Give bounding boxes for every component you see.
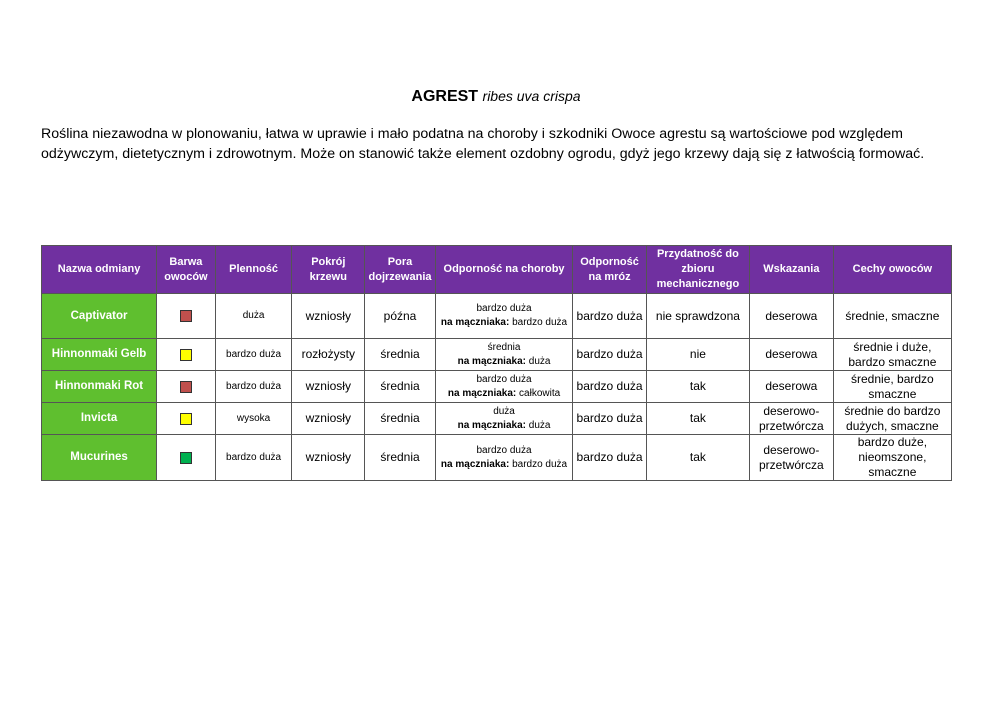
title-main: AGREST bbox=[411, 88, 479, 105]
fruit-color-swatch bbox=[180, 381, 192, 393]
disease-resistance-general: duża bbox=[493, 405, 515, 417]
disease-resistance-general: bardzo duża bbox=[476, 303, 532, 314]
col-header-color: Barwa owoców bbox=[157, 246, 216, 294]
mechanical-harvest-cell: tak bbox=[646, 371, 749, 403]
table-header-row bbox=[42, 246, 952, 294]
fruit-color-swatch bbox=[180, 452, 192, 464]
habit-cell: wzniosły bbox=[292, 435, 365, 481]
table-row bbox=[42, 294, 952, 339]
disease-resistance-cell bbox=[435, 435, 572, 481]
frost-resistance-cell: bardzo duża bbox=[573, 294, 647, 339]
mildew-resistance: całkowita bbox=[519, 387, 561, 399]
mildew-resistance: duża bbox=[528, 419, 551, 431]
mildew-resistance: bardzo duża bbox=[512, 458, 568, 470]
col-header-mechanical-harvest: Przydatność do zbioru mechanicznego bbox=[646, 246, 749, 294]
variety-name: Hinnonmaki Rot bbox=[42, 371, 157, 403]
frost-resistance-cell: bardzo duża bbox=[573, 371, 647, 403]
ripening-cell: średnia bbox=[365, 435, 436, 481]
yield-cell: duża bbox=[215, 294, 292, 339]
usage-cell: deserowa bbox=[749, 294, 833, 339]
table-row bbox=[42, 435, 952, 481]
habit-cell: wzniosły bbox=[292, 371, 365, 403]
frost-resistance-cell: bardzo duża bbox=[573, 403, 647, 435]
disease-resistance-general: bardzo duża bbox=[476, 373, 532, 385]
yield-cell: bardzo duża bbox=[215, 371, 292, 403]
mildew-resistance: duża bbox=[528, 355, 551, 367]
disease-resistance-cell bbox=[435, 403, 572, 435]
fruit-color-swatch bbox=[180, 310, 192, 322]
fruit-color-swatch bbox=[180, 413, 192, 425]
col-header-habit: Pokrój krzewu bbox=[292, 246, 365, 294]
varieties-table bbox=[41, 245, 952, 481]
fruit-features-cell: średnie, smaczne bbox=[833, 294, 951, 339]
table-row bbox=[42, 339, 952, 371]
usage-cell: deserowa bbox=[749, 371, 833, 403]
table-row bbox=[42, 371, 952, 403]
fruit-color-cell bbox=[157, 339, 216, 371]
fruit-features-cell: bardzo duże, nieomszone, smaczne bbox=[833, 435, 951, 481]
ripening-cell: średnia bbox=[365, 339, 436, 371]
yield-cell: wysoka bbox=[215, 403, 292, 435]
fruit-features-cell: średnie do bardzo dużych, smaczne bbox=[833, 403, 951, 435]
mildew-label: na mączniaka: bbox=[457, 355, 526, 367]
habit-cell: rozłożysty bbox=[292, 339, 365, 371]
mildew-label: na mączniaka: bbox=[447, 387, 517, 399]
usage-cell: deserowo-przetwórcza bbox=[749, 403, 833, 435]
disease-resistance-general: bardzo duża bbox=[476, 444, 532, 456]
fruit-features-cell: średnie, bardzo smaczne bbox=[833, 371, 951, 403]
fruit-color-swatch bbox=[180, 349, 192, 361]
usage-cell: deserowo-przetwórcza bbox=[749, 435, 833, 481]
frost-resistance-cell: bardzo duża bbox=[573, 435, 647, 481]
intro-paragraph: Roślina niezawodna w plonowaniu, łatwa w uprawie i mało podatna na choroby i szkodniki Owoce agrestu są wartościowe pod względem odżywczym, dietetycznym i zdrowotnym. Może on stanowić także element ozdobny ogrodu, gdyż jego krzewy dają się z łatwością formować. bbox=[41, 126, 925, 162]
variety-name: Mucurines bbox=[42, 435, 157, 481]
title-latin: ribes uva crispa bbox=[482, 88, 581, 104]
mildew-label: na mączniaka: bbox=[440, 317, 510, 328]
col-header-disease-resistance: Odporność na choroby bbox=[435, 246, 572, 294]
mechanical-harvest-cell: nie bbox=[646, 339, 749, 371]
mechanical-harvest-cell: tak bbox=[646, 435, 749, 481]
ripening-cell: średnia bbox=[365, 371, 436, 403]
mechanical-harvest-cell: nie sprawdzona bbox=[646, 294, 749, 339]
disease-resistance-cell bbox=[435, 294, 572, 339]
mildew-resistance: bardzo duża bbox=[512, 317, 568, 328]
habit-cell: wzniosły bbox=[292, 403, 365, 435]
ripening-cell: średnia bbox=[365, 403, 436, 435]
disease-resistance-cell bbox=[435, 339, 572, 371]
fruit-features-cell: średnie i duże, bardzo smaczne bbox=[833, 339, 951, 371]
usage-cell: deserowa bbox=[749, 339, 833, 371]
variety-name: Invicta bbox=[42, 403, 157, 435]
yield-cell: bardzo duża bbox=[215, 435, 292, 481]
fruit-color-cell bbox=[157, 371, 216, 403]
disease-resistance-general: średnia bbox=[487, 341, 521, 353]
variety-name: Captivator bbox=[42, 294, 157, 339]
col-header-name: Nazwa odmiany bbox=[42, 246, 157, 294]
col-header-usage: Wskazania bbox=[749, 246, 833, 294]
col-header-yield: Plenność bbox=[215, 246, 292, 294]
mildew-label: na mączniaka: bbox=[440, 458, 510, 470]
mechanical-harvest-cell: tak bbox=[646, 403, 749, 435]
frost-resistance-cell: bardzo duża bbox=[573, 339, 647, 371]
fruit-color-cell bbox=[157, 435, 216, 481]
col-header-fruit-features: Cechy owoców bbox=[833, 246, 951, 294]
ripening-cell: późna bbox=[365, 294, 436, 339]
habit-cell: wzniosły bbox=[292, 294, 365, 339]
col-header-ripening: Pora dojrzewania bbox=[365, 246, 436, 294]
fruit-color-cell bbox=[157, 403, 216, 435]
mildew-label: na mączniaka: bbox=[457, 419, 526, 431]
variety-name: Hinnonmaki Gelb bbox=[42, 339, 157, 371]
col-header-frost-resistance: Odporność na mróz bbox=[573, 246, 647, 294]
disease-resistance-cell bbox=[435, 371, 572, 403]
yield-cell: bardzo duża bbox=[215, 339, 292, 371]
page-title bbox=[0, 88, 992, 106]
table-row bbox=[42, 403, 952, 435]
fruit-color-cell bbox=[157, 294, 216, 339]
